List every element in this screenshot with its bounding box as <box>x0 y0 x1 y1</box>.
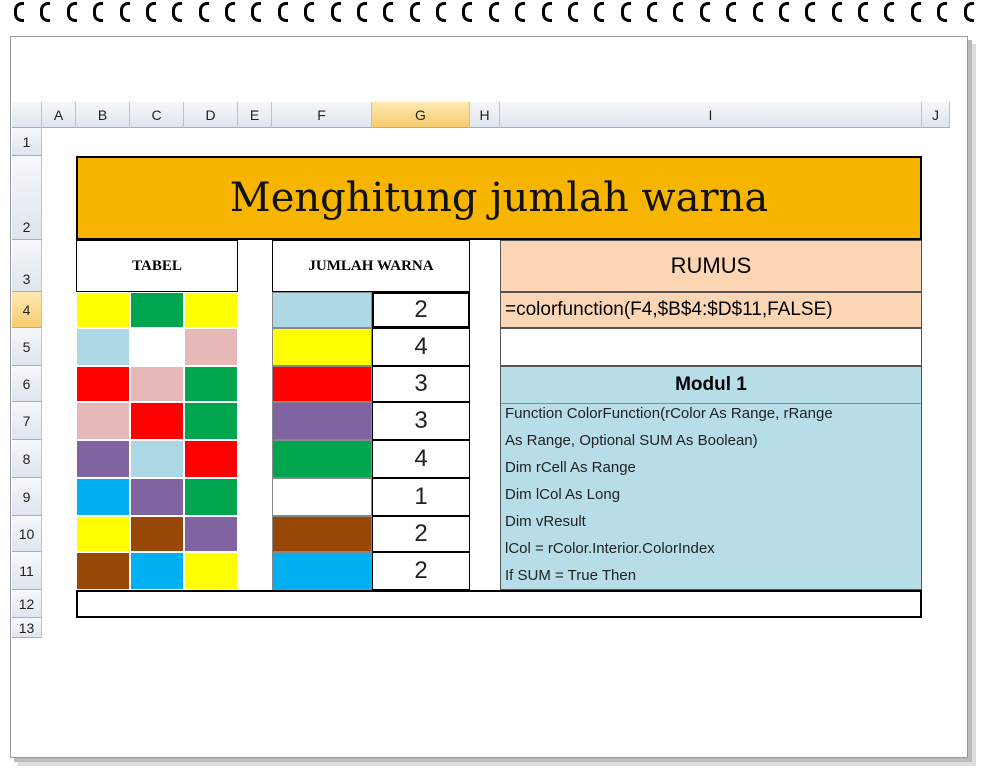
column-label: B <box>97 106 108 123</box>
count-cell[interactable] <box>372 552 470 590</box>
count-value: 4 <box>414 333 428 360</box>
color-cell[interactable] <box>184 328 238 366</box>
row-header-2[interactable] <box>12 156 42 240</box>
color-swatch-cell[interactable] <box>272 552 372 590</box>
jumlah-warna-header[interactable] <box>272 240 470 292</box>
row-label: 8 <box>22 450 31 467</box>
column-header-d[interactable] <box>184 102 238 128</box>
column-label: C <box>151 106 162 123</box>
column-header-e[interactable] <box>238 102 272 128</box>
column-header-h[interactable] <box>470 102 500 128</box>
rumus-header[interactable] <box>500 240 922 292</box>
column-header-a[interactable] <box>42 102 76 128</box>
count-cell[interactable] <box>372 440 470 478</box>
row-header-3[interactable] <box>12 240 42 292</box>
spiral-ring <box>331 2 341 22</box>
spiral-ring <box>911 2 921 22</box>
spiral-ring <box>462 2 472 22</box>
spiral-ring <box>858 2 868 22</box>
color-swatch-cell[interactable] <box>272 328 372 366</box>
spiral-ring <box>964 2 974 22</box>
spiral-ring <box>700 2 710 22</box>
spiral-ring <box>14 2 24 22</box>
code-line: As Range, Optional SUM As Boolean) <box>505 432 758 449</box>
column-label: E <box>249 106 260 123</box>
spiral-ring <box>542 2 552 22</box>
spiral-ring <box>357 2 367 22</box>
spiral-ring <box>779 2 789 22</box>
color-cell[interactable] <box>76 440 130 478</box>
spiral-ring <box>172 2 182 22</box>
row-label: 6 <box>22 375 31 392</box>
code-line: If SUM = True Then <box>505 567 637 584</box>
count-cell[interactable] <box>372 366 470 402</box>
row-label: 11 <box>19 562 34 579</box>
spiral-ring <box>304 2 314 22</box>
color-cell[interactable] <box>130 328 184 366</box>
formula-cell[interactable] <box>500 292 922 328</box>
column-header-g[interactable] <box>372 102 470 128</box>
color-cell[interactable] <box>184 516 238 552</box>
code-line: lCol = rColor.Interior.ColorIndex <box>505 540 715 557</box>
color-cell[interactable] <box>130 516 184 552</box>
row-header-7[interactable] <box>12 402 42 440</box>
tabel-header[interactable] <box>76 240 238 292</box>
color-swatch-cell[interactable] <box>272 366 372 402</box>
code-line: Dim lCol As Long <box>505 486 621 503</box>
count-cell[interactable] <box>372 292 470 328</box>
rumus-header-text: RUMUS <box>670 253 752 278</box>
spiral-ring <box>568 2 578 22</box>
color-cell[interactable] <box>184 366 238 402</box>
row-header-8[interactable] <box>12 440 42 478</box>
color-cell[interactable] <box>76 552 130 590</box>
spiral-ring <box>805 2 815 22</box>
color-cell[interactable] <box>130 402 184 440</box>
sheet-title-text: Menghitung jumlah warna <box>229 175 769 221</box>
color-cell[interactable] <box>130 292 184 328</box>
row-12-merged-cell[interactable] <box>76 590 922 618</box>
color-cell[interactable] <box>76 478 130 516</box>
row-header-10[interactable] <box>12 516 42 552</box>
spiral-ring <box>884 2 894 22</box>
spiral-ring <box>647 2 657 22</box>
column-label: F <box>317 106 326 123</box>
jumlah-warna-header-text: JUMLAH WARNA <box>308 257 434 274</box>
row-label: 1 <box>22 133 31 150</box>
spiral-binding <box>14 2 974 24</box>
row-header-5[interactable] <box>12 328 42 366</box>
spiral-ring <box>67 2 77 22</box>
spiral-ring <box>40 2 50 22</box>
count-cell[interactable] <box>372 328 470 366</box>
modul-code-box[interactable] <box>500 366 922 590</box>
column-label: J <box>932 106 939 123</box>
color-cell[interactable] <box>184 292 238 328</box>
color-cell[interactable] <box>130 478 184 516</box>
count-value: 2 <box>414 296 428 323</box>
row-label: 5 <box>22 338 31 355</box>
column-label: G <box>415 106 426 123</box>
spiral-ring <box>146 2 156 22</box>
spiral-ring <box>199 2 209 22</box>
color-cell[interactable] <box>184 402 238 440</box>
column-header-j[interactable] <box>922 102 950 128</box>
formula-text: =colorfunction(F4,$B$4:$D$11,FALSE) <box>505 299 833 320</box>
spiral-ring <box>251 2 261 22</box>
color-cell[interactable] <box>76 292 130 328</box>
spiral-ring <box>673 2 683 22</box>
spreadsheet <box>12 102 950 638</box>
spiral-ring <box>436 2 446 22</box>
count-value: 4 <box>414 445 428 472</box>
count-value: 3 <box>414 370 428 397</box>
code-line: Dim rCell As Range <box>505 459 636 476</box>
spiral-ring <box>120 2 130 22</box>
row-header-12[interactable] <box>12 590 42 618</box>
count-cell[interactable] <box>372 478 470 516</box>
color-swatch-cell[interactable] <box>272 440 372 478</box>
column-label: D <box>205 106 216 123</box>
spiral-ring <box>383 2 393 22</box>
color-cell[interactable] <box>76 516 130 552</box>
color-cell[interactable] <box>184 440 238 478</box>
row-label: 12 <box>18 595 35 612</box>
row-label: 4 <box>22 301 31 318</box>
row-header-6[interactable] <box>12 366 42 402</box>
select-all-corner[interactable] <box>12 102 42 128</box>
count-value: 1 <box>414 483 428 510</box>
column-header-c[interactable] <box>130 102 184 128</box>
color-cell[interactable] <box>76 402 130 440</box>
spiral-ring <box>278 2 288 22</box>
color-swatch-cell[interactable] <box>272 292 372 328</box>
spiral-ring <box>225 2 235 22</box>
spiral-ring <box>515 2 525 22</box>
color-cell[interactable] <box>130 366 184 402</box>
spiral-ring <box>489 2 499 22</box>
spiral-ring <box>621 2 631 22</box>
color-cell[interactable] <box>184 478 238 516</box>
color-swatch-cell[interactable] <box>272 478 372 516</box>
column-header-b[interactable] <box>76 102 130 128</box>
modul-title: Modul 1 <box>501 367 921 404</box>
spiral-ring <box>594 2 604 22</box>
color-swatch-cell[interactable] <box>272 402 372 440</box>
row-label: 10 <box>18 525 35 542</box>
row-label: 13 <box>18 619 35 636</box>
column-header-i[interactable] <box>500 102 922 128</box>
row-header-11[interactable] <box>12 552 42 590</box>
spiral-ring <box>410 2 420 22</box>
color-cell[interactable] <box>130 440 184 478</box>
code-line: Dim vResult <box>505 513 586 530</box>
count-cell[interactable] <box>372 516 470 552</box>
color-cell[interactable] <box>76 366 130 402</box>
row-header-1[interactable] <box>12 128 42 156</box>
row-label: 7 <box>22 412 31 429</box>
row-label: 2 <box>22 219 31 235</box>
empty-cell-i5[interactable] <box>500 328 922 366</box>
spiral-ring <box>726 2 736 22</box>
tabel-header-text: TABEL <box>132 257 182 274</box>
color-swatch-cell[interactable] <box>272 516 372 552</box>
row-header-4[interactable] <box>12 292 42 328</box>
color-cell[interactable] <box>130 552 184 590</box>
count-value: 2 <box>414 557 428 584</box>
row-label: 3 <box>22 271 31 287</box>
column-label: I <box>708 106 713 123</box>
row-header-9[interactable] <box>12 478 42 516</box>
color-cell[interactable] <box>76 328 130 366</box>
spiral-ring <box>93 2 103 22</box>
spiral-ring <box>832 2 842 22</box>
column-label: A <box>53 106 64 123</box>
row-header-13[interactable] <box>12 618 42 638</box>
spiral-ring <box>937 2 947 22</box>
row-label: 9 <box>22 488 31 505</box>
count-cell[interactable] <box>372 402 470 440</box>
sheet-title[interactable] <box>76 156 922 240</box>
column-header-f[interactable] <box>272 102 372 128</box>
spiral-ring <box>753 2 763 22</box>
count-value: 2 <box>414 520 428 547</box>
count-value: 3 <box>414 407 428 434</box>
column-label: H <box>479 106 490 123</box>
code-line: Function ColorFunction(rColor As Range, rRange <box>505 405 833 422</box>
color-cell[interactable] <box>184 552 238 590</box>
